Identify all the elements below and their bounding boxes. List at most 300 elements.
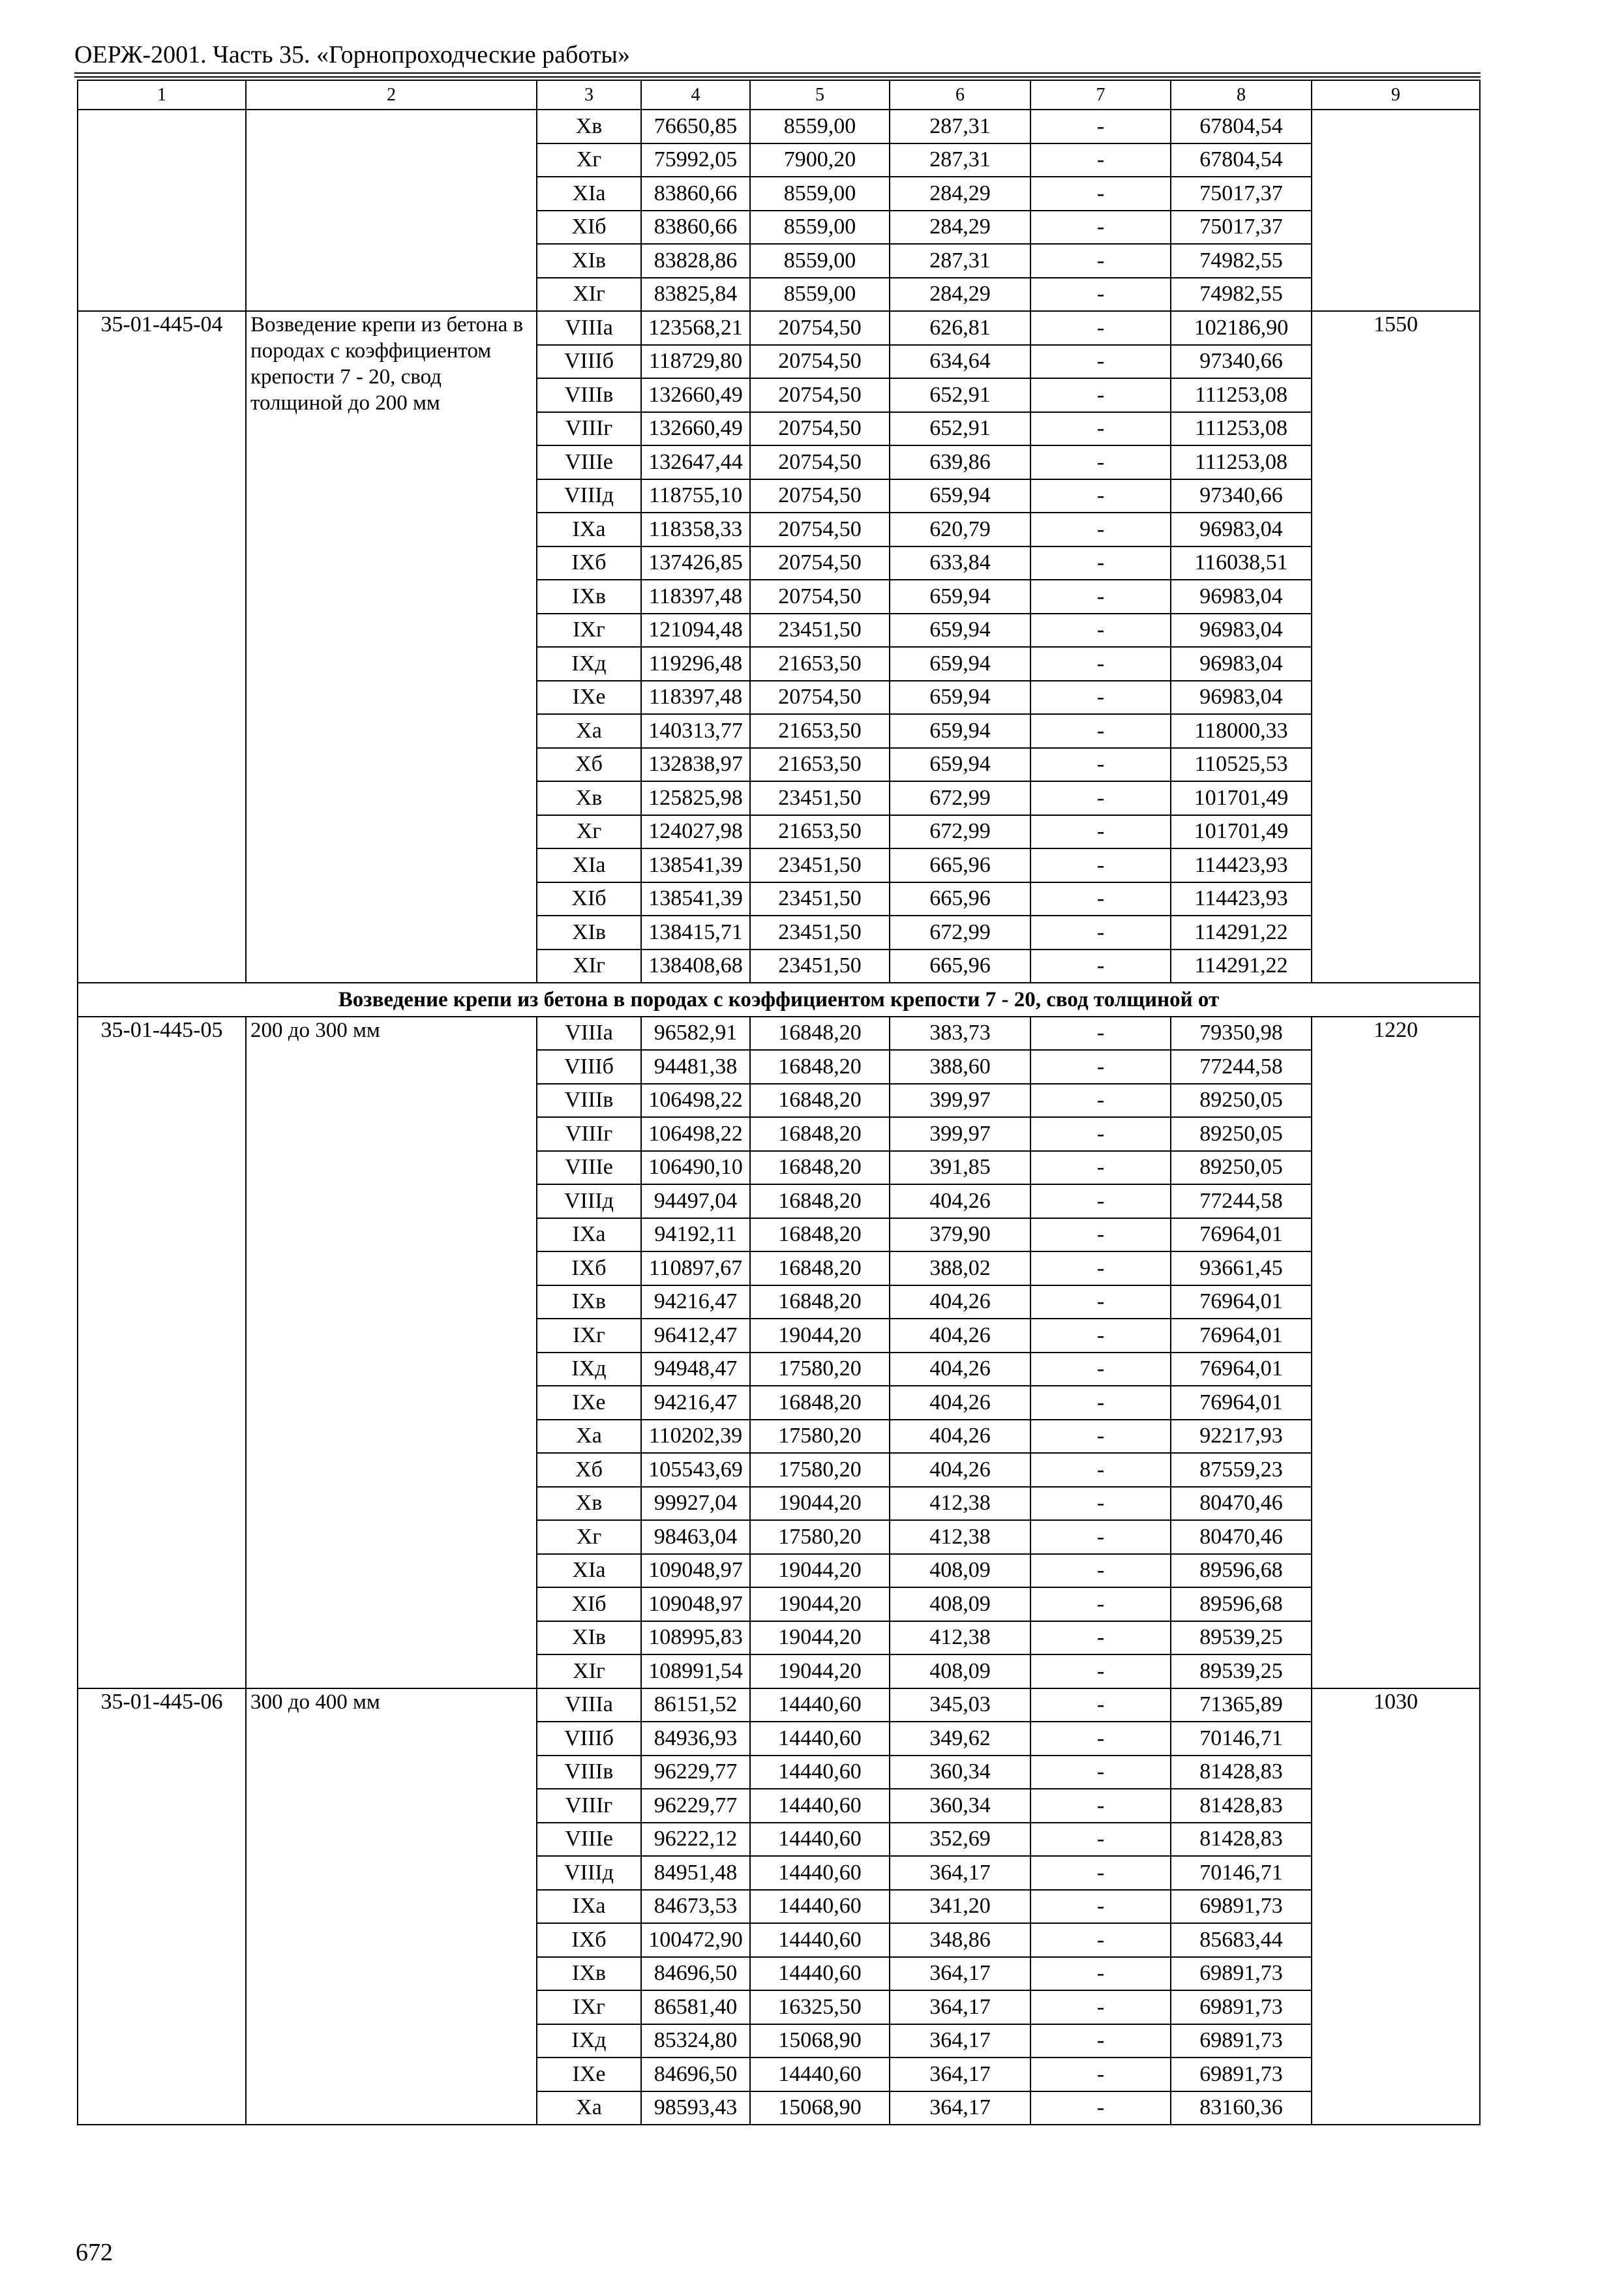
rock-category-cell: Xг	[537, 815, 641, 849]
machine-cost-cell: 620,79	[890, 513, 1030, 546]
total-cost-cell: 106490,10	[641, 1151, 750, 1185]
total-cost-cell: 98463,04	[641, 1520, 750, 1554]
driver-wages-cell: -	[1030, 1285, 1171, 1319]
column-number: 4	[641, 80, 750, 110]
rock-category-cell: VIIIе	[537, 445, 641, 479]
machine-cost-cell: 412,38	[890, 1520, 1030, 1554]
driver-wages-cell: -	[1030, 1386, 1171, 1420]
driver-wages-cell: -	[1030, 1554, 1171, 1588]
materials-cell: 111253,08	[1171, 445, 1312, 479]
machine-cost-cell: 345,03	[890, 1688, 1030, 1722]
driver-wages-cell: -	[1030, 882, 1171, 916]
driver-wages-cell: -	[1030, 848, 1171, 882]
driver-wages-cell: -	[1030, 714, 1171, 748]
norm-code-cell: 35-01-445-04	[78, 311, 246, 983]
total-cost-cell: 94481,38	[641, 1050, 750, 1084]
materials-cell: 81428,83	[1171, 1756, 1312, 1789]
materials-cell: 77244,58	[1171, 1050, 1312, 1084]
table-row	[78, 311, 1480, 345]
driver-wages-cell: -	[1030, 1756, 1171, 1789]
machine-cost-cell: 672,99	[890, 916, 1030, 950]
wages-cell: 15068,90	[750, 2024, 890, 2058]
total-cost-cell: 132660,49	[641, 378, 750, 412]
materials-cell: 89250,05	[1171, 1084, 1312, 1118]
work-description-cell: Возведение крепи из бетона в породах с коэффициентом крепости 7 - 20, свод толщиной до 200 мм	[246, 311, 537, 983]
total-cost-cell: 106498,22	[641, 1117, 750, 1151]
wages-cell: 21653,50	[750, 748, 890, 782]
work-description-cell	[246, 110, 537, 311]
machine-cost-cell: 399,97	[890, 1117, 1030, 1151]
wages-cell: 19044,20	[750, 1621, 890, 1655]
materials-cell: 70146,71	[1171, 1856, 1312, 1890]
driver-wages-cell: -	[1030, 479, 1171, 513]
total-cost-cell: 108991,54	[641, 1654, 750, 1688]
rock-category-cell: IXа	[537, 1218, 641, 1252]
wages-cell: 8559,00	[750, 177, 890, 211]
total-cost-cell: 132838,97	[641, 748, 750, 782]
total-cost-cell: 124027,98	[641, 815, 750, 849]
machine-cost-cell: 634,64	[890, 345, 1030, 379]
work-description-cell: 300 до 400 мм	[246, 1688, 537, 2125]
rock-category-cell: IXа	[537, 513, 641, 546]
rock-category-cell: XIг	[537, 1654, 641, 1688]
rock-category-cell: VIIIб	[537, 1722, 641, 1756]
total-cost-cell: 125825,98	[641, 781, 750, 815]
machine-cost-cell: 659,94	[890, 681, 1030, 715]
driver-wages-cell: -	[1030, 1688, 1171, 1722]
driver-wages-cell: -	[1030, 211, 1171, 245]
total-cost-cell: 118397,48	[641, 580, 750, 614]
wages-cell: 21653,50	[750, 714, 890, 748]
rock-category-cell: IXд	[537, 1353, 641, 1386]
rock-category-cell: VIIIг	[537, 1117, 641, 1151]
machine-cost-cell: 364,17	[890, 1957, 1030, 1991]
machine-cost-cell: 352,69	[890, 1823, 1030, 1857]
rock-category-cell: XIа	[537, 848, 641, 882]
total-cost-cell: 83860,66	[641, 211, 750, 245]
materials-cell: 92217,93	[1171, 1420, 1312, 1454]
driver-wages-cell: -	[1030, 1050, 1171, 1084]
materials-cell: 69891,73	[1171, 1957, 1312, 1991]
labor-cost-cell	[1312, 110, 1480, 311]
driver-wages-cell: -	[1030, 916, 1171, 950]
driver-wages-cell: -	[1030, 311, 1171, 345]
materials-cell: 77244,58	[1171, 1184, 1312, 1218]
materials-cell: 69891,73	[1171, 2024, 1312, 2058]
total-cost-cell: 83825,84	[641, 278, 750, 312]
wages-cell: 8559,00	[750, 244, 890, 278]
driver-wages-cell: -	[1030, 546, 1171, 580]
materials-cell: 75017,37	[1171, 177, 1312, 211]
driver-wages-cell: -	[1030, 177, 1171, 211]
total-cost-cell: 132647,44	[641, 445, 750, 479]
materials-cell: 102186,90	[1171, 311, 1312, 345]
materials-cell: 111253,08	[1171, 412, 1312, 446]
materials-cell: 80470,46	[1171, 1520, 1312, 1554]
rock-category-cell: IXб	[537, 1923, 641, 1957]
materials-cell: 89250,05	[1171, 1117, 1312, 1151]
machine-cost-cell: 672,99	[890, 815, 1030, 849]
machine-cost-cell: 408,09	[890, 1554, 1030, 1588]
machine-cost-cell: 404,26	[890, 1285, 1030, 1319]
machine-cost-cell: 659,94	[890, 748, 1030, 782]
materials-cell: 76964,01	[1171, 1353, 1312, 1386]
driver-wages-cell: -	[1030, 2024, 1171, 2058]
driver-wages-cell: -	[1030, 815, 1171, 849]
wages-cell: 20754,50	[750, 412, 890, 446]
wages-cell: 7900,20	[750, 143, 890, 177]
rock-category-cell: VIIIб	[537, 345, 641, 379]
materials-cell: 116038,51	[1171, 546, 1312, 580]
total-cost-cell: 121094,48	[641, 614, 750, 648]
wages-cell: 17580,20	[750, 1520, 890, 1554]
wages-cell: 8559,00	[750, 110, 890, 143]
machine-cost-cell: 284,29	[890, 211, 1030, 245]
machine-cost-cell: 364,17	[890, 2057, 1030, 2091]
machine-cost-cell: 404,26	[890, 1386, 1030, 1420]
total-cost-cell: 94948,47	[641, 1353, 750, 1386]
total-cost-cell: 94216,47	[641, 1285, 750, 1319]
wages-cell: 23451,50	[750, 781, 890, 815]
machine-cost-cell: 408,09	[890, 1587, 1030, 1621]
total-cost-cell: 137426,85	[641, 546, 750, 580]
column-number: 9	[1312, 80, 1480, 110]
materials-cell: 101701,49	[1171, 781, 1312, 815]
total-cost-cell: 100472,90	[641, 1923, 750, 1957]
total-cost-cell: 83860,66	[641, 177, 750, 211]
materials-cell: 74982,55	[1171, 278, 1312, 312]
labor-cost-cell: 1220	[1312, 1017, 1480, 1688]
wages-cell: 23451,50	[750, 848, 890, 882]
machine-cost-cell: 360,34	[890, 1756, 1030, 1789]
wages-cell: 14440,60	[750, 1789, 890, 1823]
machine-cost-cell: 412,38	[890, 1487, 1030, 1521]
machine-cost-cell: 341,20	[890, 1890, 1030, 1924]
norm-code-cell: 35-01-445-06	[78, 1688, 246, 2125]
rock-category-cell: IXв	[537, 1957, 641, 1991]
driver-wages-cell: -	[1030, 1890, 1171, 1924]
rock-category-cell: VIIIв	[537, 378, 641, 412]
work-description-cell: 200 до 300 мм	[246, 1017, 537, 1688]
rock-category-cell: XIв	[537, 1621, 641, 1655]
materials-cell: 81428,83	[1171, 1823, 1312, 1857]
table-row	[78, 1017, 1480, 1051]
page-header: ОЕРЖ-2001. Часть 35. «Горнопроходческие работы»	[74, 41, 630, 68]
column-number-row	[78, 80, 1480, 110]
wages-cell: 14440,60	[750, 1890, 890, 1924]
rock-category-cell: IXе	[537, 2057, 641, 2091]
total-cost-cell: 105543,69	[641, 1453, 750, 1487]
total-cost-cell: 96229,77	[641, 1756, 750, 1789]
rock-category-cell: IXб	[537, 1251, 641, 1285]
machine-cost-cell: 287,31	[890, 244, 1030, 278]
rock-category-cell: XIг	[537, 950, 641, 983]
rock-category-cell: Xа	[537, 1420, 641, 1454]
total-cost-cell: 138415,71	[641, 916, 750, 950]
wages-cell: 20754,50	[750, 345, 890, 379]
driver-wages-cell: -	[1030, 345, 1171, 379]
driver-wages-cell: -	[1030, 1017, 1171, 1051]
rock-category-cell: IXг	[537, 1319, 641, 1353]
wages-cell: 16848,20	[750, 1251, 890, 1285]
materials-cell: 101701,49	[1171, 815, 1312, 849]
machine-cost-cell: 665,96	[890, 882, 1030, 916]
driver-wages-cell: -	[1030, 1151, 1171, 1185]
driver-wages-cell: -	[1030, 1353, 1171, 1386]
driver-wages-cell: -	[1030, 781, 1171, 815]
rock-category-cell: XIб	[537, 1587, 641, 1621]
wages-cell: 16325,50	[750, 1990, 890, 2024]
wages-cell: 21653,50	[750, 815, 890, 849]
machine-cost-cell: 388,60	[890, 1050, 1030, 1084]
wages-cell: 15068,90	[750, 2091, 890, 2125]
machine-cost-cell: 659,94	[890, 479, 1030, 513]
wages-cell: 16848,20	[750, 1218, 890, 1252]
materials-cell: 76964,01	[1171, 1218, 1312, 1252]
rock-category-cell: XIв	[537, 244, 641, 278]
driver-wages-cell: -	[1030, 1990, 1171, 2024]
column-number: 5	[750, 80, 890, 110]
total-cost-cell: 84696,50	[641, 2057, 750, 2091]
machine-cost-cell: 665,96	[890, 848, 1030, 882]
driver-wages-cell: -	[1030, 1319, 1171, 1353]
materials-cell: 114423,93	[1171, 882, 1312, 916]
header-rule	[74, 72, 1481, 74]
wages-cell: 14440,60	[750, 1856, 890, 1890]
driver-wages-cell: -	[1030, 1184, 1171, 1218]
wages-cell: 19044,20	[750, 1319, 890, 1353]
machine-cost-cell: 659,94	[890, 647, 1030, 681]
rock-category-cell: IXб	[537, 546, 641, 580]
total-cost-cell: 109048,97	[641, 1554, 750, 1588]
wages-cell: 17580,20	[750, 1353, 890, 1386]
machine-cost-cell: 639,86	[890, 445, 1030, 479]
rock-category-cell: VIIIа	[537, 1017, 641, 1051]
driver-wages-cell: -	[1030, 1487, 1171, 1521]
machine-cost-cell: 652,91	[890, 378, 1030, 412]
driver-wages-cell: -	[1030, 110, 1171, 143]
rock-category-cell: XIв	[537, 916, 641, 950]
machine-cost-cell: 364,17	[890, 1856, 1030, 1890]
machine-cost-cell: 348,86	[890, 1923, 1030, 1957]
rock-category-cell: VIIIа	[537, 311, 641, 345]
rock-category-cell: VIIIе	[537, 1823, 641, 1857]
rock-category-cell: XIа	[537, 1554, 641, 1588]
total-cost-cell: 138541,39	[641, 848, 750, 882]
column-number: 2	[246, 80, 537, 110]
table-row	[78, 110, 1480, 143]
rock-category-cell: Xв	[537, 781, 641, 815]
driver-wages-cell: -	[1030, 1453, 1171, 1487]
total-cost-cell: 140313,77	[641, 714, 750, 748]
driver-wages-cell: -	[1030, 1621, 1171, 1655]
machine-cost-cell: 665,96	[890, 950, 1030, 983]
materials-cell: 75017,37	[1171, 211, 1312, 245]
total-cost-cell: 94216,47	[641, 1386, 750, 1420]
rock-category-cell: VIIIд	[537, 1856, 641, 1890]
driver-wages-cell: -	[1030, 1923, 1171, 1957]
wages-cell: 19044,20	[750, 1487, 890, 1521]
rock-category-cell: Xа	[537, 714, 641, 748]
machine-cost-cell: 388,02	[890, 1251, 1030, 1285]
machine-cost-cell: 408,09	[890, 1654, 1030, 1688]
machine-cost-cell: 404,26	[890, 1453, 1030, 1487]
total-cost-cell: 96229,77	[641, 1789, 750, 1823]
machine-cost-cell: 391,85	[890, 1151, 1030, 1185]
total-cost-cell: 138408,68	[641, 950, 750, 983]
total-cost-cell: 118755,10	[641, 479, 750, 513]
total-cost-cell: 118358,33	[641, 513, 750, 546]
total-cost-cell: 132660,49	[641, 412, 750, 446]
machine-cost-cell: 404,26	[890, 1353, 1030, 1386]
total-cost-cell: 119296,48	[641, 647, 750, 681]
rock-category-cell: IXд	[537, 2024, 641, 2058]
wages-cell: 14440,60	[750, 1688, 890, 1722]
rock-category-cell: XIг	[537, 278, 641, 312]
driver-wages-cell: -	[1030, 445, 1171, 479]
machine-cost-cell: 349,62	[890, 1722, 1030, 1756]
wages-cell: 16848,20	[750, 1151, 890, 1185]
rock-category-cell: XIб	[537, 211, 641, 245]
table-row	[78, 1688, 1480, 1722]
driver-wages-cell: -	[1030, 2091, 1171, 2125]
machine-cost-cell: 659,94	[890, 614, 1030, 648]
section-heading: Возведение крепи из бетона в породах с коэффициентом крепости 7 - 20, свод толщиной от	[78, 983, 1480, 1017]
driver-wages-cell: -	[1030, 1789, 1171, 1823]
materials-cell: 79350,98	[1171, 1017, 1312, 1051]
materials-cell: 81428,83	[1171, 1789, 1312, 1823]
wages-cell: 20754,50	[750, 445, 890, 479]
driver-wages-cell: -	[1030, 1856, 1171, 1890]
materials-cell: 69891,73	[1171, 1990, 1312, 2024]
machine-cost-cell: 672,99	[890, 781, 1030, 815]
driver-wages-cell: -	[1030, 278, 1171, 312]
rock-category-cell: IXд	[537, 647, 641, 681]
driver-wages-cell: -	[1030, 647, 1171, 681]
machine-cost-cell: 659,94	[890, 714, 1030, 748]
wages-cell: 16848,20	[750, 1184, 890, 1218]
materials-cell: 96983,04	[1171, 614, 1312, 648]
machine-cost-cell: 287,31	[890, 110, 1030, 143]
total-cost-cell: 84673,53	[641, 1890, 750, 1924]
wages-cell: 14440,60	[750, 1823, 890, 1857]
wages-cell: 21653,50	[750, 647, 890, 681]
total-cost-cell: 85324,80	[641, 2024, 750, 2058]
materials-cell: 89596,68	[1171, 1554, 1312, 1588]
materials-cell: 71365,89	[1171, 1688, 1312, 1722]
machine-cost-cell: 404,26	[890, 1319, 1030, 1353]
driver-wages-cell: -	[1030, 681, 1171, 715]
driver-wages-cell: -	[1030, 1722, 1171, 1756]
machine-cost-cell: 652,91	[890, 412, 1030, 446]
driver-wages-cell: -	[1030, 2057, 1171, 2091]
materials-cell: 96983,04	[1171, 647, 1312, 681]
rock-category-cell: IXг	[537, 614, 641, 648]
wages-cell: 16848,20	[750, 1084, 890, 1118]
machine-cost-cell: 633,84	[890, 546, 1030, 580]
machine-cost-cell: 659,94	[890, 580, 1030, 614]
machine-cost-cell: 284,29	[890, 278, 1030, 312]
materials-cell: 93661,45	[1171, 1251, 1312, 1285]
wages-cell: 14440,60	[750, 1923, 890, 1957]
total-cost-cell: 96412,47	[641, 1319, 750, 1353]
materials-cell: 70146,71	[1171, 1722, 1312, 1756]
materials-cell: 97340,66	[1171, 479, 1312, 513]
materials-cell: 74982,55	[1171, 244, 1312, 278]
materials-cell: 80470,46	[1171, 1487, 1312, 1521]
driver-wages-cell: -	[1030, 614, 1171, 648]
rock-category-cell: IXв	[537, 580, 641, 614]
wages-cell: 20754,50	[750, 311, 890, 345]
wages-cell: 23451,50	[750, 950, 890, 983]
wages-cell: 16848,20	[750, 1285, 890, 1319]
driver-wages-cell: -	[1030, 412, 1171, 446]
materials-cell: 67804,54	[1171, 143, 1312, 177]
wages-cell: 14440,60	[750, 1722, 890, 1756]
rock-category-cell: XIб	[537, 882, 641, 916]
rock-category-cell: IXа	[537, 1890, 641, 1924]
driver-wages-cell: -	[1030, 1957, 1171, 1991]
rock-category-cell: IXв	[537, 1285, 641, 1319]
rock-category-cell: VIIIа	[537, 1688, 641, 1722]
machine-cost-cell: 364,17	[890, 2024, 1030, 2058]
total-cost-cell: 118397,48	[641, 681, 750, 715]
total-cost-cell: 138541,39	[641, 882, 750, 916]
rock-category-cell: VIIIб	[537, 1050, 641, 1084]
rock-category-cell: Xг	[537, 1520, 641, 1554]
driver-wages-cell: -	[1030, 748, 1171, 782]
driver-wages-cell: -	[1030, 1218, 1171, 1252]
rock-category-cell: Xв	[537, 110, 641, 143]
materials-cell: 114291,22	[1171, 950, 1312, 983]
materials-cell: 118000,33	[1171, 714, 1312, 748]
wages-cell: 23451,50	[750, 916, 890, 950]
materials-cell: 89539,25	[1171, 1654, 1312, 1688]
rock-category-cell: Xб	[537, 748, 641, 782]
column-number: 1	[78, 80, 246, 110]
total-cost-cell: 123568,21	[641, 311, 750, 345]
total-cost-cell: 83828,86	[641, 244, 750, 278]
driver-wages-cell: -	[1030, 1520, 1171, 1554]
norm-code-cell	[78, 110, 246, 311]
machine-cost-cell: 364,17	[890, 1990, 1030, 2024]
labor-cost-cell: 1030	[1312, 1688, 1480, 2125]
wages-cell: 8559,00	[750, 211, 890, 245]
machine-cost-cell: 287,31	[890, 143, 1030, 177]
rock-category-cell: VIIIг	[537, 1789, 641, 1823]
wages-cell: 20754,50	[750, 580, 890, 614]
driver-wages-cell: -	[1030, 1654, 1171, 1688]
machine-cost-cell: 379,90	[890, 1218, 1030, 1252]
total-cost-cell: 108995,83	[641, 1621, 750, 1655]
driver-wages-cell: -	[1030, 143, 1171, 177]
total-cost-cell: 106498,22	[641, 1084, 750, 1118]
wages-cell: 16848,20	[750, 1117, 890, 1151]
driver-wages-cell: -	[1030, 1084, 1171, 1118]
driver-wages-cell: -	[1030, 1251, 1171, 1285]
rock-category-cell: VIIIв	[537, 1756, 641, 1789]
machine-cost-cell: 399,97	[890, 1084, 1030, 1118]
wages-cell: 20754,50	[750, 479, 890, 513]
rock-category-cell: VIIIг	[537, 412, 641, 446]
total-cost-cell: 86581,40	[641, 1990, 750, 2024]
column-number: 3	[537, 80, 641, 110]
materials-cell: 114423,93	[1171, 848, 1312, 882]
machine-cost-cell: 404,26	[890, 1184, 1030, 1218]
wages-cell: 19044,20	[750, 1554, 890, 1588]
wages-cell: 23451,50	[750, 882, 890, 916]
wages-cell: 20754,50	[750, 378, 890, 412]
